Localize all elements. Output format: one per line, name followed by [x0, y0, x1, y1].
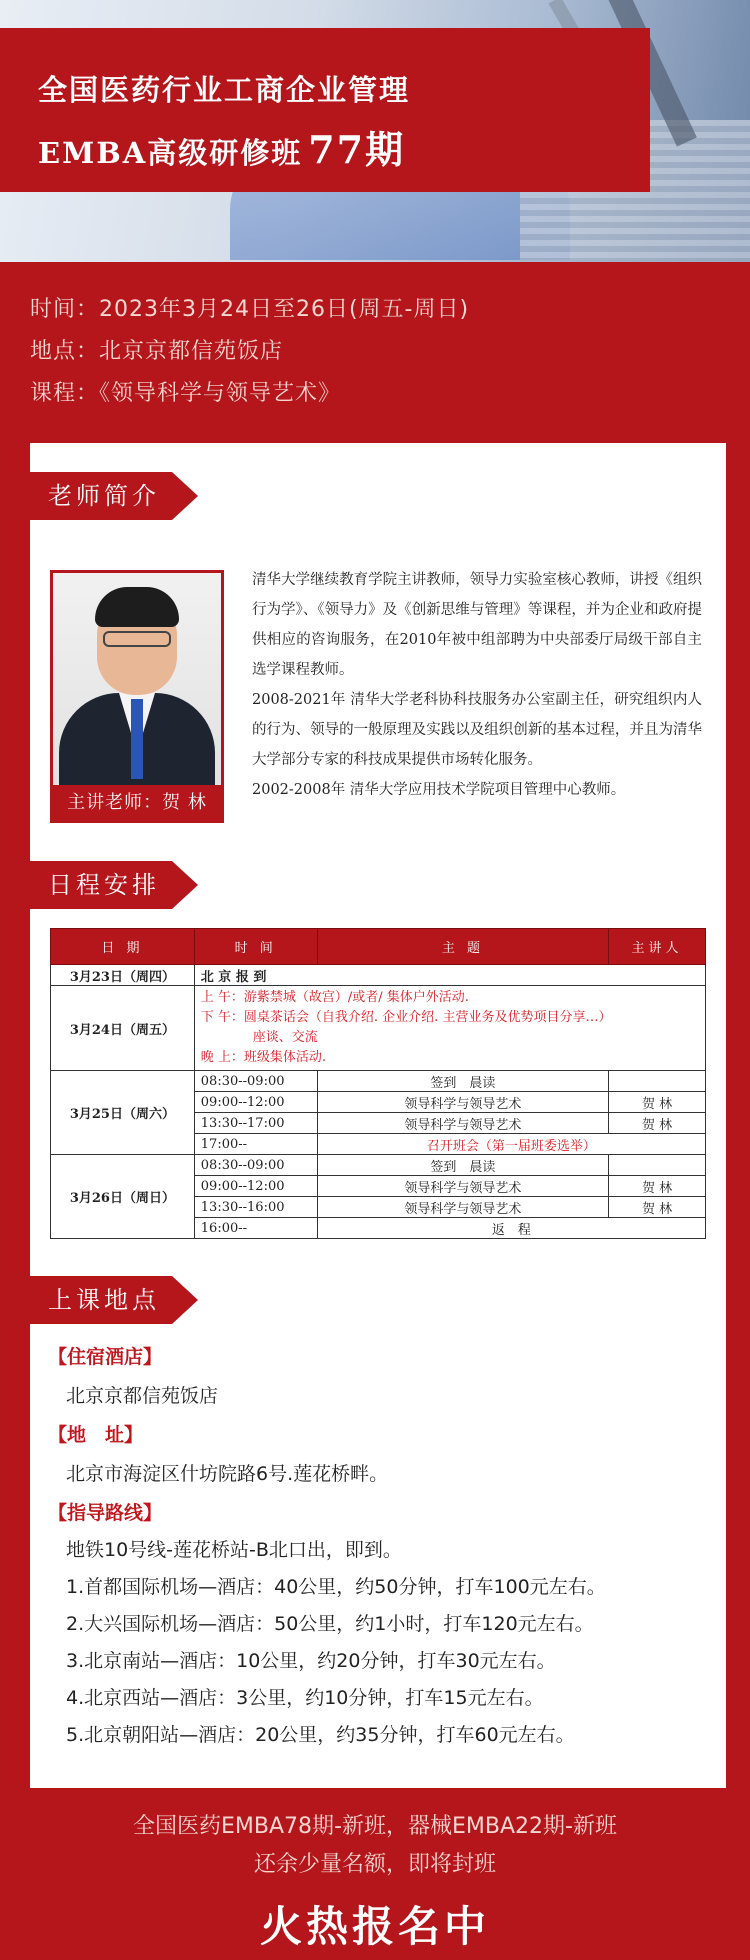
table-date-cell: 3月26日（周日）: [51, 1155, 195, 1239]
table-row: [51, 1071, 706, 1092]
table-row: [51, 1155, 706, 1176]
hero-title-box: [0, 28, 650, 192]
teacher-photo: [53, 573, 221, 785]
event-place: 地点：北京京都信苑饭店: [30, 339, 284, 364]
content-panel: [30, 443, 726, 1788]
table-time-cell: 08:30--09:00: [194, 1071, 317, 1092]
table-row: [51, 986, 706, 1071]
footer-line2: 还余少量名额，即将封班: [253, 1852, 496, 1877]
route-item: 3.北京南站—酒店：10公里，约20分钟，打车30元左右。: [66, 1650, 556, 1672]
day2-line: 座谈、交流: [252, 1030, 318, 1045]
teacher-bio-paragraph: 2002-2008年 清华大学应用技术学院项目管理中心教师。: [252, 782, 626, 798]
table-date-cell: 3月23日（周四）: [51, 965, 195, 986]
table-topic-cell: 签到 晨读: [317, 1155, 608, 1176]
address-label: 【地 址】: [48, 1424, 144, 1446]
table-topic-cell: 领导科学与领导艺术: [317, 1197, 608, 1218]
table-speaker-cell: 贺 林: [609, 1176, 706, 1197]
table-time-cell: 09:00--12:00: [194, 1176, 317, 1197]
hotel-name: 北京京都信苑饭店: [66, 1385, 219, 1407]
teacher-glasses: [103, 631, 171, 647]
hero-title-line2: [38, 119, 650, 174]
hero-title-line1: 全国医药行业工商企业管理: [38, 73, 411, 107]
teacher-photo-frame: [50, 570, 224, 823]
table-row: [51, 965, 706, 986]
table-cell: [194, 986, 705, 1071]
teacher-caption: 主讲老师：贺 林: [67, 792, 207, 813]
teacher-bio: [252, 565, 702, 805]
table-speaker-cell: 贺 林: [609, 1113, 706, 1134]
route-item: 4.北京西站—酒店：3公里，约10分钟，打车15元左右。: [66, 1687, 544, 1709]
route-item: 地铁10号线-莲花桥站-B北口出，即到。: [66, 1539, 402, 1561]
table-time-cell: 08:30--09:00: [194, 1155, 317, 1176]
table-topic-cell: 领导科学与领导艺术: [317, 1092, 608, 1113]
table-topic-cell: 返 程: [317, 1218, 705, 1239]
teacher-bio-paragraph: 2008-2021年 清华大学老科协科技服务办公室副主任，研究组织内人的行为、领导的一般原理及实践以及组织创新的基本过程，并且为清华大学部分专家的科技成果提供市场转化服务。: [252, 692, 702, 768]
table-topic-cell: 领导科学与领导艺术: [317, 1176, 608, 1197]
table-topic-cell: 领导科学与领导艺术: [317, 1113, 608, 1134]
event-course: 课程：《领导科学与领导艺术》: [30, 381, 342, 406]
table-time-cell: 16:00--: [194, 1218, 317, 1239]
day2-line: 晚 上：班级集体活动.: [200, 1050, 327, 1065]
hotel-label: 【住宿酒店】: [48, 1346, 163, 1368]
signup-cta[interactable]: 火热报名中: [259, 1902, 490, 1951]
day2-line: 下 午：圆桌茶话会（自我介绍. 企业介绍. 主营业务及优势项目分享…）: [200, 1010, 612, 1025]
table-header-cell: 主讲人: [609, 929, 706, 965]
table-time-cell: 09:00--12:00: [194, 1092, 317, 1113]
table-topic-cell: 签到 晨读: [317, 1071, 608, 1092]
table-header-row: [51, 929, 706, 965]
table-speaker-cell: [609, 1155, 706, 1176]
route-label: 【指导路线】: [48, 1502, 163, 1524]
table-speaker-cell: [609, 1071, 706, 1092]
table-header-cell: 主 题: [317, 929, 608, 965]
teacher-bio-paragraph: 清华大学继续教育学院主讲教师，领导力实验室核心教师，讲授《组织行为学》、《领导力》及《创新思维与管理》等课程，并为企业和政府提供相应的咨询服务，在2010年被中组部聘为中央部委厅局级干部自主选学课程教师。: [252, 572, 702, 678]
location-details: [48, 1338, 606, 1754]
table-date-cell: 3月25日（周六）: [51, 1071, 195, 1155]
table-time-cell: 13:30--16:00: [194, 1197, 317, 1218]
table-time-cell: 13:30--17:00: [194, 1113, 317, 1134]
table-speaker-cell: 贺 林: [609, 1197, 706, 1218]
section-title-schedule: 日程安排: [30, 861, 172, 909]
route-item: 1.首都国际机场—酒店：40公里，约50分钟，打车100元左右。: [66, 1576, 606, 1598]
teacher-hair: [95, 587, 179, 627]
footer-notice: [0, 1808, 750, 1884]
schedule-table: [50, 928, 706, 1239]
address-value: 北京市海淀区什坊院路6号.莲花桥畔。: [66, 1463, 389, 1485]
section-title-teacher: 老师简介: [30, 472, 172, 520]
hero-title-number: 77期: [308, 127, 406, 172]
table-header-cell: 日 期: [51, 929, 195, 965]
day2-line: 上 午：游紫禁城（故宫）/或者/ 集体户外活动.: [200, 990, 469, 1005]
table-date-cell: 3月24日（周五）: [51, 986, 195, 1071]
event-time: 时间：2023年3月24日至26日(周五-周日): [30, 297, 470, 322]
table-header-cell: 时 间: [194, 929, 317, 965]
section-title-location: 上课地点: [30, 1276, 172, 1324]
teacher-tie: [131, 699, 143, 779]
footer-line1: 全国医药EMBA78期-新班，器械EMBA22期-新班: [133, 1814, 617, 1839]
table-time-cell: 17:00--: [194, 1134, 317, 1155]
route-item: 5.北京朝阳站—酒店：20公里，约35分钟，打车60元左右。: [66, 1724, 575, 1746]
hero-banner: [0, 0, 750, 262]
hero-title-text: EMBA高级研修班: [38, 136, 303, 170]
event-info: [30, 294, 469, 420]
route-item: 2.大兴国际机场—酒店：50公里，约1小时，打车120元左右。: [66, 1613, 594, 1635]
table-speaker-cell: 贺 林: [609, 1092, 706, 1113]
table-topic-cell: 召开班会（第一届班委选举）: [317, 1134, 705, 1155]
table-cell: 北 京 报 到: [194, 965, 705, 986]
